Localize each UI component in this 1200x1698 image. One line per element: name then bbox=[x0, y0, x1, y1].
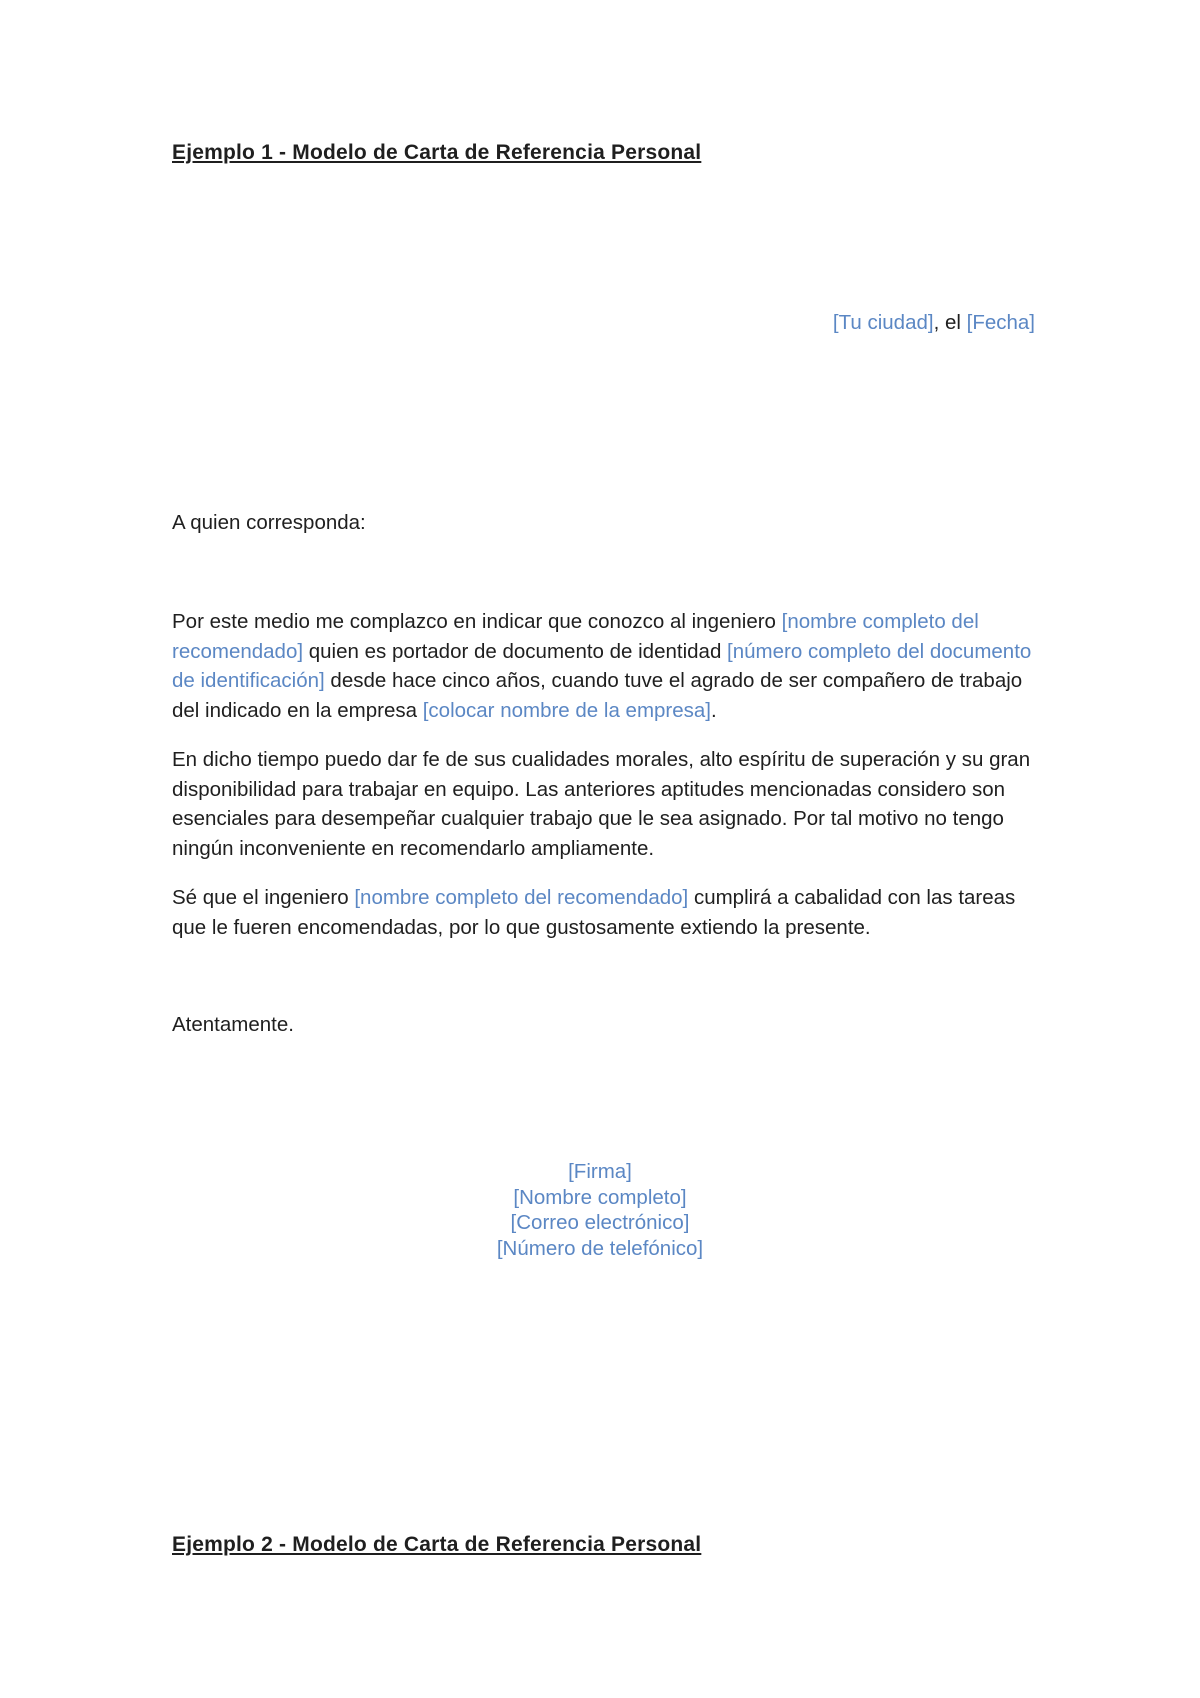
paragraph-1-text-b: quien es portador de documento de identidad bbox=[303, 639, 728, 663]
closing: Atentamente. bbox=[172, 1013, 294, 1036]
letter-body bbox=[172, 607, 1038, 942]
paragraph-1-text-c: desde hace cinco años, cuando tuve el agrado de ser compañero de trabajo del indicado en la empresa bbox=[172, 669, 1023, 722]
body-paragraph-2: En dicho tiempo puedo dar fe de sus cualidades morales, alto espíritu de superación y su gran disponibilidad para trabajar en equipo. Las anteriores aptitudes mencionadas considero son esenciales para desempeñar cualquier trabajo que le sea asignado. Por tal motivo no tengo ningún inconveniente en recomendarlo ampliamente. bbox=[172, 748, 1031, 860]
paragraph-1-text-d: . bbox=[711, 698, 717, 722]
salutation: A quien corresponda: bbox=[172, 511, 366, 534]
city-placeholder: [Tu ciudad] bbox=[832, 311, 934, 334]
paragraph-3-text-b: cumplirá a cabalidad con las tareas que le fueren encomendadas, por lo que gustosamente extiendo la presente. bbox=[172, 886, 1016, 939]
recommended-name-placeholder-2: [nombre completo del recomendado] bbox=[354, 886, 689, 909]
date-connector: , el bbox=[933, 311, 967, 334]
id-number-placeholder: [número completo del documento de identificación] bbox=[172, 639, 1032, 692]
paragraph-1-text-a: Por este medio me complazco en indicar que conozco al ingeniero bbox=[172, 610, 782, 633]
body-paragraph-3 bbox=[172, 883, 1038, 942]
phone-placeholder: [Número de telefónico] bbox=[496, 1236, 704, 1260]
example-2-heading: Ejemplo 2 - Modelo de Carta de Referencia Personal bbox=[172, 1533, 702, 1556]
date-placeholder: [Fecha] bbox=[966, 311, 1035, 334]
example-1-heading: Ejemplo 1 - Modelo de Carta de Referencia Personal bbox=[172, 141, 702, 164]
paragraph-3-text-a: Sé que el ingeniero bbox=[172, 886, 355, 909]
date-line bbox=[833, 308, 1035, 337]
signature-block bbox=[0, 1159, 1200, 1261]
signature-placeholder: [Firma] bbox=[568, 1160, 632, 1183]
full-name-placeholder: [Nombre completo] bbox=[513, 1185, 687, 1209]
email-placeholder: [Correo electrónico] bbox=[510, 1211, 690, 1234]
body-paragraph-1 bbox=[172, 607, 1038, 725]
recommended-name-placeholder: [nombre completo del recomendado] bbox=[172, 610, 979, 663]
company-name-placeholder: [colocar nombre de la empresa] bbox=[422, 698, 711, 722]
